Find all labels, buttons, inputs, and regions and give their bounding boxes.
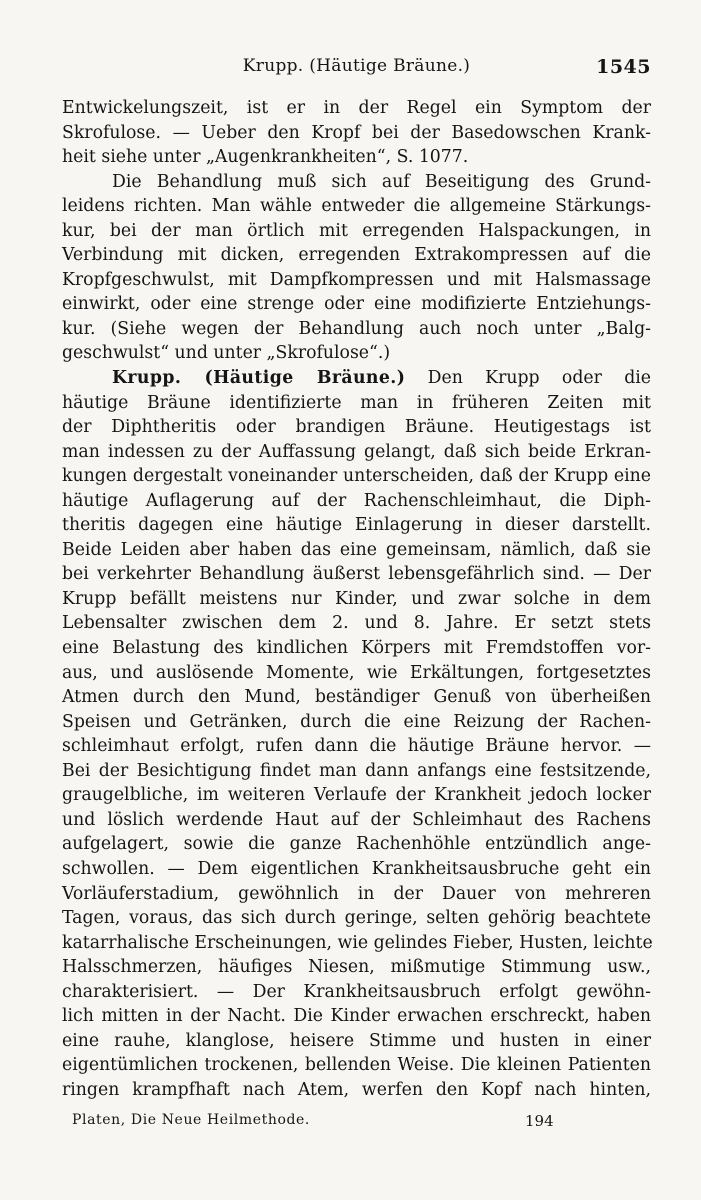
text-line: Halsschmerzen, häufiges Niesen, mißmutige Stimmung usw., bbox=[62, 957, 651, 978]
text-line: Krupp befällt meistens nur Kinder, und zwar solche in dem bbox=[62, 588, 651, 609]
text-line: und löslich werdende Haut auf der Schleimhaut des Rachens bbox=[62, 809, 651, 830]
text-line: kur, bei der man örtlich mit erregenden Halspackungen, in bbox=[62, 220, 651, 241]
signature-number: 194 bbox=[525, 1112, 554, 1130]
text-line: Entwickelungszeit, ist er in der Regel ein Symptom der bbox=[62, 98, 651, 118]
running-head: Krupp. (Häutige Bräune.) bbox=[242, 56, 471, 76]
text-line: ringen krampfhaft nach Atem, werfen den Kopf nach hinten, bbox=[62, 1079, 651, 1100]
text-line: Atmen durch den Mund, beständiger Genuß von überheißen bbox=[62, 687, 651, 708]
text-line: Bei der Besichtigung findet man dann anfangs eine festsitzende, bbox=[62, 760, 651, 781]
text-line: eine rauhe, klanglose, heisere Stimme und husten in einer bbox=[62, 1030, 651, 1051]
text-line: einwirkt, oder eine strenge oder eine modifizierte Entziehungs- bbox=[62, 294, 651, 315]
text-line: Die Behandlung muß sich auf Beseitigung des Grund- bbox=[112, 171, 651, 192]
text-line: aus, und auslösende Momente, wie Erkältungen, fortgesetztes bbox=[62, 662, 651, 683]
text-line: graugelbliche, im weiteren Verlaufe der Krankheit jedoch locker bbox=[62, 785, 651, 806]
page-body bbox=[62, 96, 651, 1102]
text-line: häutige Auflagerung auf der Rachenschleimhaut, die Diph- bbox=[62, 490, 651, 511]
text-line: theritis dagegen eine häutige Einlagerung in dieser darstellt. bbox=[62, 515, 651, 536]
text-line: Tagen, voraus, das sich durch geringe, selten gehörig beachtete bbox=[62, 908, 651, 929]
text-line: heit siehe unter „Augenkrankheiten“, S. 1077. bbox=[62, 147, 469, 168]
text-line: häutige Bräune identifizierte man in früheren Zeiten mit bbox=[62, 392, 651, 413]
text-line: charakterisiert. — Der Krankheitsausbruch erfolgt gewöhn- bbox=[62, 981, 651, 1002]
text-line: geschwulst“ und unter „Skrofulose“.) bbox=[62, 343, 391, 364]
page-header bbox=[62, 56, 651, 86]
section-heading: Krupp. (Häutige Bräune.) bbox=[112, 368, 406, 389]
text-line: der Diphtheritis oder brandigen Bräune. Heutigestags ist bbox=[62, 417, 651, 438]
printer-signature: Platen, Die Neue Heilmethode. bbox=[72, 1112, 310, 1128]
page-footer bbox=[62, 1112, 651, 1134]
text-line: Beide Leiden aber haben das eine gemeinsam, nämlich, daß sie bbox=[62, 539, 651, 560]
section-heading-line bbox=[62, 366, 651, 391]
text-line: Kropfgeschwulst, mit Dampfkompressen und mit Halsmassage bbox=[62, 269, 651, 290]
text-line: Speisen und Getränken, durch die eine Reizung der Rachen- bbox=[62, 711, 651, 732]
text-line: man indessen zu der Auffassung gelangt, daß sich beide Erkran- bbox=[62, 441, 651, 462]
text-line: schwollen. — Dem eigentlichen Krankheitsausbruche geht ein bbox=[62, 858, 651, 879]
text-line: katarrhalische Erscheinungen, wie gelindes Fieber, Husten, leichte bbox=[62, 932, 653, 953]
text-line: eine Belastung des kindlichen Körpers mit Fremdstoffen vor- bbox=[62, 638, 651, 659]
text-line: Lebensalter zwischen dem 2. und 8. Jahre. Er setzt stets bbox=[62, 613, 651, 634]
section-heading-rest: Den Krupp oder die bbox=[427, 368, 652, 389]
text-line: lich mitten in der Nacht. Die Kinder erwachen erschreckt, haben bbox=[62, 1006, 651, 1027]
text-line: leidens richten. Man wähle entweder die allgemeine Stärkungs- bbox=[62, 196, 651, 217]
text-line: Skrofulose. — Ueber den Kropf bei der Basedowschen Krank- bbox=[62, 122, 651, 143]
text-line: kungen dergestalt voneinander unterscheiden, daß der Krupp eine bbox=[62, 466, 651, 487]
text-line: Vorläuferstadium, gewöhnlich in der Dauer von mehreren bbox=[62, 883, 651, 904]
page-number: 1545 bbox=[596, 56, 651, 78]
text-line: Verbindung mit dicken, erregenden Extrakompressen auf die bbox=[62, 245, 651, 266]
text-line: eigentümlichen trockenen, bellenden Weise. Die kleinen Patienten bbox=[62, 1055, 651, 1076]
text-line: aufgelagert, sowie die ganze Rachenhöhle entzündlich ange- bbox=[62, 834, 651, 855]
text-line: kur. (Siehe wegen der Behandlung auch noch unter „Balg- bbox=[62, 318, 651, 339]
text-line: bei verkehrter Behandlung äußerst lebensgefährlich sind. — Der bbox=[62, 564, 651, 585]
text-line: schleimhaut erfolgt, rufen dann die häutige Bräune hervor. — bbox=[62, 736, 651, 757]
